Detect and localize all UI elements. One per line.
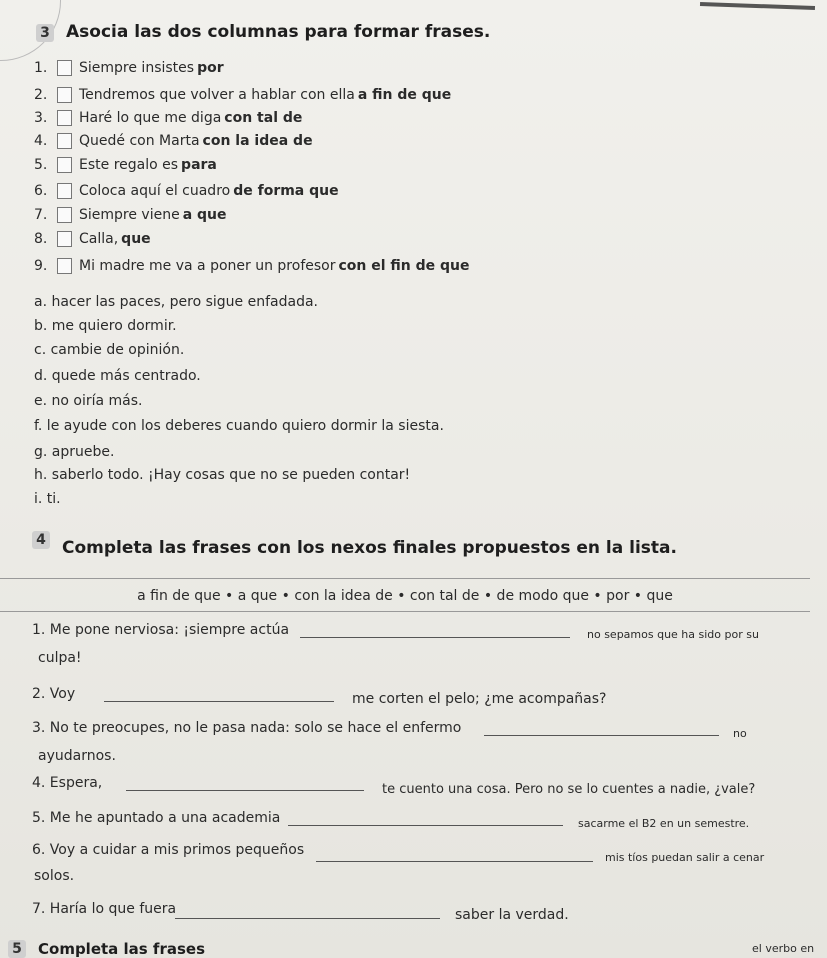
ending-option: g. apruebe. (34, 444, 115, 460)
section-4-title: Completa las frases con los nexos finales propuestos en la lista. (62, 538, 677, 558)
nexos-list: a fin de que • a que • con la idea de • con tal de • de modo que • por • que (0, 578, 810, 612)
item-number: 8. (34, 231, 48, 247)
sentence-text: Siempre viene (79, 207, 180, 223)
answer-blank[interactable] (104, 701, 334, 702)
sentence-text: Tendremos que volver a hablar con ella (79, 87, 355, 103)
question-continuation: solos. (34, 868, 75, 884)
sentence-nexo: con tal de (224, 110, 303, 126)
question-text: 7. Haría lo que fuera (32, 901, 177, 917)
sentence-nexo: para (181, 157, 217, 173)
answer-blank[interactable] (288, 825, 563, 826)
sentence-row (34, 207, 227, 223)
answer-checkbox[interactable] (57, 207, 72, 223)
question-continuation: saber la verdad. (455, 907, 569, 923)
item-number: 4. (34, 133, 48, 149)
section-3-number: 3 (36, 24, 54, 42)
sentence-row (34, 110, 302, 126)
sentence-nexo: que (121, 231, 151, 247)
top-rule (700, 2, 815, 10)
item-number: 3. (34, 110, 48, 126)
question-text: 6. Voy a cuidar a mis primos pequeños (32, 842, 305, 858)
question-continuation: ayudarnos. (38, 748, 116, 764)
question-continuation: sacarme el B2 en un semestre. (578, 817, 750, 830)
sentence-nexo: con el fin de que (338, 258, 470, 274)
sentence-row (34, 87, 451, 103)
sentence-text: Haré lo que me diga (79, 110, 222, 126)
sentence-text: Coloca aquí el cuadro (79, 183, 231, 199)
sentence-text: Siempre insistes (79, 60, 195, 76)
answer-checkbox[interactable] (57, 258, 72, 274)
question-text: 5. Me he apuntado a una academia (32, 810, 281, 826)
sentence-row (34, 157, 217, 173)
sentence-row (34, 231, 151, 247)
section-3-title: Asocia las dos columnas para formar frases. (66, 22, 491, 42)
item-number: 2. (34, 87, 48, 103)
question-continuation: culpa! (38, 650, 82, 666)
ending-option: a. hacer las paces, pero sigue enfadada. (34, 294, 318, 310)
answer-blank[interactable] (126, 790, 364, 791)
answer-checkbox[interactable] (57, 183, 72, 199)
ending-option: f. le ayude con los deberes cuando quiero dormir la siesta. (34, 418, 444, 434)
sentence-nexo: con la idea de (202, 133, 313, 149)
answer-blank[interactable] (175, 918, 440, 919)
ending-option: b. me quiero dormir. (34, 318, 177, 334)
answer-blank[interactable] (484, 735, 719, 736)
item-number: 6. (34, 183, 48, 199)
sentence-text: Calla, (79, 231, 119, 247)
answer-blank[interactable] (300, 637, 570, 638)
question-continuation: me corten el pelo; ¿me acompañas? (352, 691, 607, 707)
section-5-instruction-fragment: el verbo en (752, 942, 815, 955)
question-continuation: no (733, 727, 747, 740)
answer-checkbox[interactable] (57, 87, 72, 103)
question-text: 2. Voy (32, 686, 76, 702)
ending-option: c. cambie de opinión. (34, 342, 185, 358)
answer-checkbox[interactable] (57, 60, 72, 76)
ending-option: i. ti. (34, 491, 61, 507)
answer-checkbox[interactable] (57, 157, 72, 173)
answer-checkbox[interactable] (57, 231, 72, 247)
section-5-title: Completa las frases (38, 940, 205, 958)
question-text: 1. Me pone nerviosa: ¡siempre actúa (32, 622, 290, 638)
question-continuation: no sepamos que ha sido por su (587, 628, 759, 641)
item-number: 7. (34, 207, 48, 223)
ending-option: d. quede más centrado. (34, 368, 201, 384)
ending-option: h. saberlo todo. ¡Hay cosas que no se pueden contar! (34, 467, 411, 483)
sentence-text: Este regalo es (79, 157, 179, 173)
ending-option: e. no oiría más. (34, 393, 143, 409)
question-continuation: te cuento una cosa. Pero no se lo cuentes a nadie, ¿vale? (382, 782, 756, 797)
item-number: 9. (34, 258, 48, 274)
question-text: 3. No te preocupes, no le pasa nada: solo se hace el enfermo (32, 720, 462, 736)
sentence-nexo: de forma que (233, 183, 339, 199)
sentence-nexo: a que (182, 207, 227, 223)
question-continuation: mis tíos puedan salir a cenar (605, 851, 765, 864)
sentence-row (34, 258, 470, 274)
item-number: 1. (34, 60, 48, 76)
section-5-number: 5 (8, 940, 26, 958)
sentence-text: Mi madre me va a poner un profesor (79, 258, 336, 274)
sentence-row (34, 60, 224, 76)
item-number: 5. (34, 157, 48, 173)
sentence-nexo: a fin de que (357, 87, 452, 103)
answer-checkbox[interactable] (57, 110, 72, 126)
sentence-row (34, 133, 313, 149)
sentence-text: Quedé con Marta (79, 133, 200, 149)
answer-blank[interactable] (316, 861, 593, 862)
question-text: 4. Espera, (32, 775, 103, 791)
sentence-row (34, 183, 339, 199)
section-4-number: 4 (32, 531, 50, 549)
answer-checkbox[interactable] (57, 133, 72, 149)
sentence-nexo: por (197, 60, 224, 76)
